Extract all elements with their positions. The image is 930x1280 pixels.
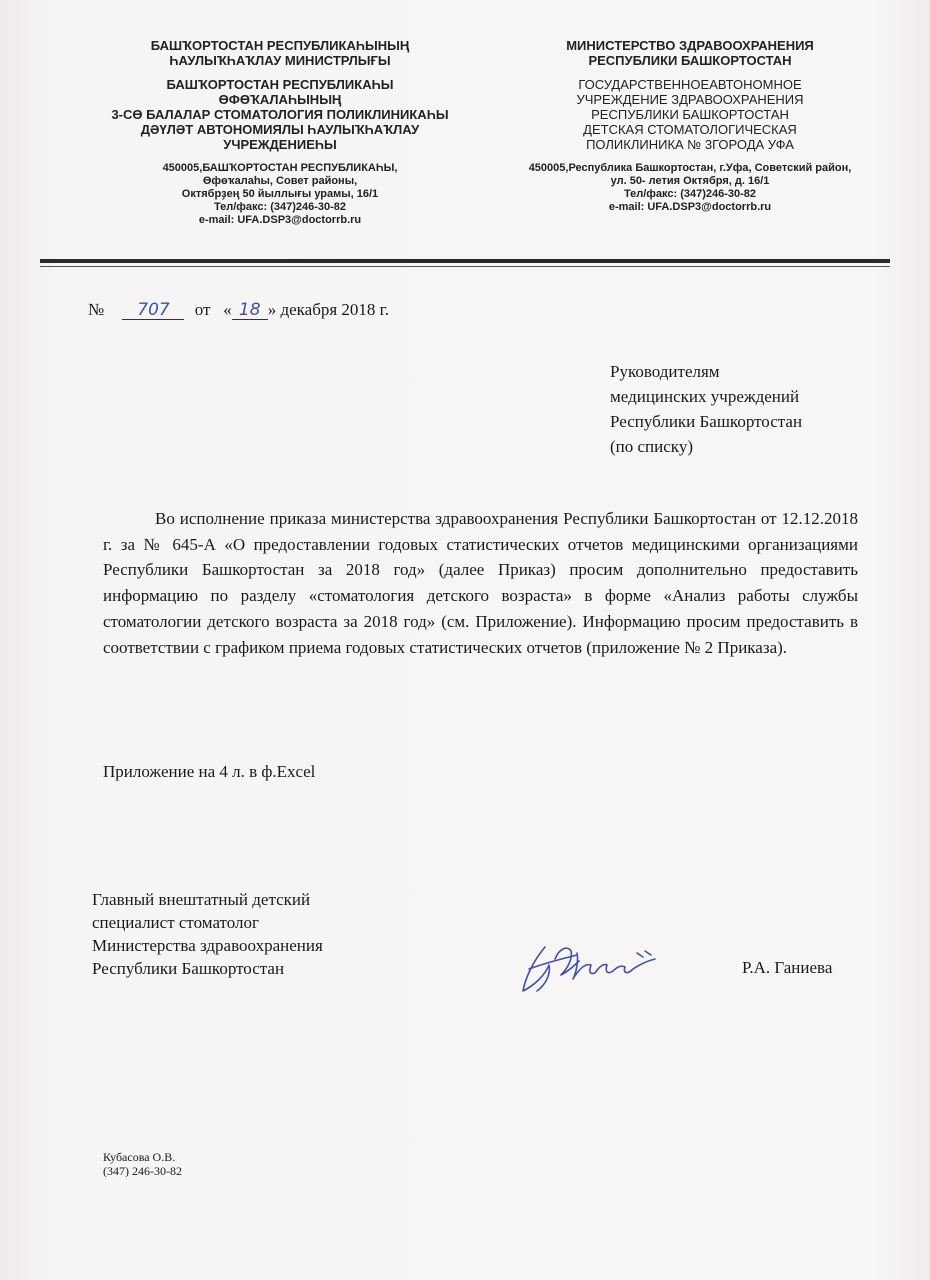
header-right-russian xyxy=(500,38,880,214)
header-left-line: УЧРЕЖДЕНИЕҺЫ xyxy=(223,137,337,152)
header-left-line: ӨФӨҠАЛАҺЫНЫҢ xyxy=(218,92,342,107)
signer-line: Министерства здравоохранения xyxy=(92,936,323,955)
executor-name: Кубасова О.В. xyxy=(103,1150,176,1164)
header-left-bashkir xyxy=(60,38,500,227)
document-number: 707 xyxy=(122,301,184,320)
addressee-line: Руководителям xyxy=(610,362,720,381)
number-label: № xyxy=(88,300,105,319)
quote-close: » xyxy=(267,300,277,319)
signer-line: специалист стоматолог xyxy=(92,913,259,932)
executor-block xyxy=(103,1150,182,1178)
header-right-line: МИНИСТЕРСТВО ЗДРАВООХРАНЕНИЯ xyxy=(566,38,814,53)
signer-line: Республики Башкортостан xyxy=(92,959,285,978)
quote-open: « xyxy=(223,300,232,319)
letter-body: Во исполнение приказа министерства здравоохранения Республики Башкортостан от 12.12.2018 г. за № 645-А «О предоставлении годовых статистических отчетов медицинскими организациями Республики Башкортостан за 2018 год» (далее Приказ) просим дополнительно предоставить информацию по разделу «стоматология детского возраста» в форме «Анализ работы службы стоматологии детского возраста за 2018 год» (см. Приложение). Информацию просим предоставить в соответствии с графиком приема годовых статистических отчетов (приложение № 2 Приказа). xyxy=(103,509,858,657)
addressee-block xyxy=(610,359,802,459)
header-right-line: ГОСУДАРСТВЕННОЕАВТОНОМНОЕ xyxy=(578,77,802,92)
header-left-line: ДӘҮЛӘТ АВТОНОМИЯЛЫ ҺАУЛЫҠҺАҠЛАУ xyxy=(140,122,420,137)
header-right-line: РЕСПУБЛИКИ БАШКОРТОСТАН xyxy=(591,107,789,122)
handwritten-signature-icon xyxy=(515,935,665,1000)
header-left-address: Тел/факс: (347)246-30-82 xyxy=(213,201,347,213)
header-left-line: БАШҠОРТОСТАН РЕСПУБЛИКАҺЫ xyxy=(166,77,394,92)
document-reference xyxy=(88,300,389,320)
signer-line: Главный внештатный детский xyxy=(92,890,311,909)
header-divider-thick xyxy=(40,259,890,263)
header-left-line: БАШҠОРТОСТАН РЕСПУБЛИКАҺЫНЫҢ xyxy=(150,38,410,53)
addressee-line: медицинских учреждений xyxy=(610,387,800,406)
addressee-line: (по списку) xyxy=(610,437,693,456)
header-right-line: ДЕТСКАЯ СТОМАТОЛОГИЧЕСКАЯ xyxy=(583,122,797,137)
header-right-address: 450005,Республика Башкортостан, г.Уфа, Советский район, xyxy=(528,162,852,174)
header-right-address: Тел/факс: (347)246-30-82 xyxy=(623,188,757,200)
signer-title-block xyxy=(92,888,323,980)
header-left-email: e-mail: UFA.DSP3@doctorrb.ru xyxy=(198,214,362,226)
document-month-year: декабря 2018 г. xyxy=(280,300,389,319)
header-right-line: РЕСПУБЛИКИ БАШКОРТОСТАН xyxy=(588,53,792,68)
header-right-address: ул. 50- летия Октября, д. 16/1 xyxy=(610,175,770,187)
header-left-line: ҺАУЛЫҠҺАҠЛАУ МИНИСТРЛЫҒЫ xyxy=(169,53,391,68)
header-left-address: 450005,БАШҠОРТОСТАН РЕСПУБЛИКАҺЫ, xyxy=(162,162,398,174)
addressee-line: Республики Башкортостан xyxy=(610,412,803,431)
header-right-line: УЧРЕЖДЕНИЕ ЗДРАВООХРАНЕНИЯ xyxy=(576,92,804,107)
header-right-line: ПОЛИКЛИНИКА № 3ГОРОДА УФА xyxy=(586,137,794,152)
header-divider-thin xyxy=(40,266,890,267)
header-right-email: e-mail: UFA.DSP3@doctorrb.ru xyxy=(608,201,772,213)
executor-phone: (347) 246-30-82 xyxy=(103,1164,182,1178)
from-label: от xyxy=(194,300,211,319)
attachment-note: Приложение на 4 л. в ф.Excel xyxy=(103,762,316,781)
document-day: 18 xyxy=(232,301,268,320)
header-left-line: 3-СӨ БАЛАЛАР СТОМАТОЛОГИЯ ПОЛИКЛИНИКАҺЫ xyxy=(111,107,449,122)
signer-name: Р.А. Ганиева xyxy=(742,958,833,977)
header-left-address: Өфөҡалаһы, Совет районы, xyxy=(202,175,358,187)
header-left-address: Октябрҙең 50 йыллығы урамы, 16/1 xyxy=(181,188,379,200)
